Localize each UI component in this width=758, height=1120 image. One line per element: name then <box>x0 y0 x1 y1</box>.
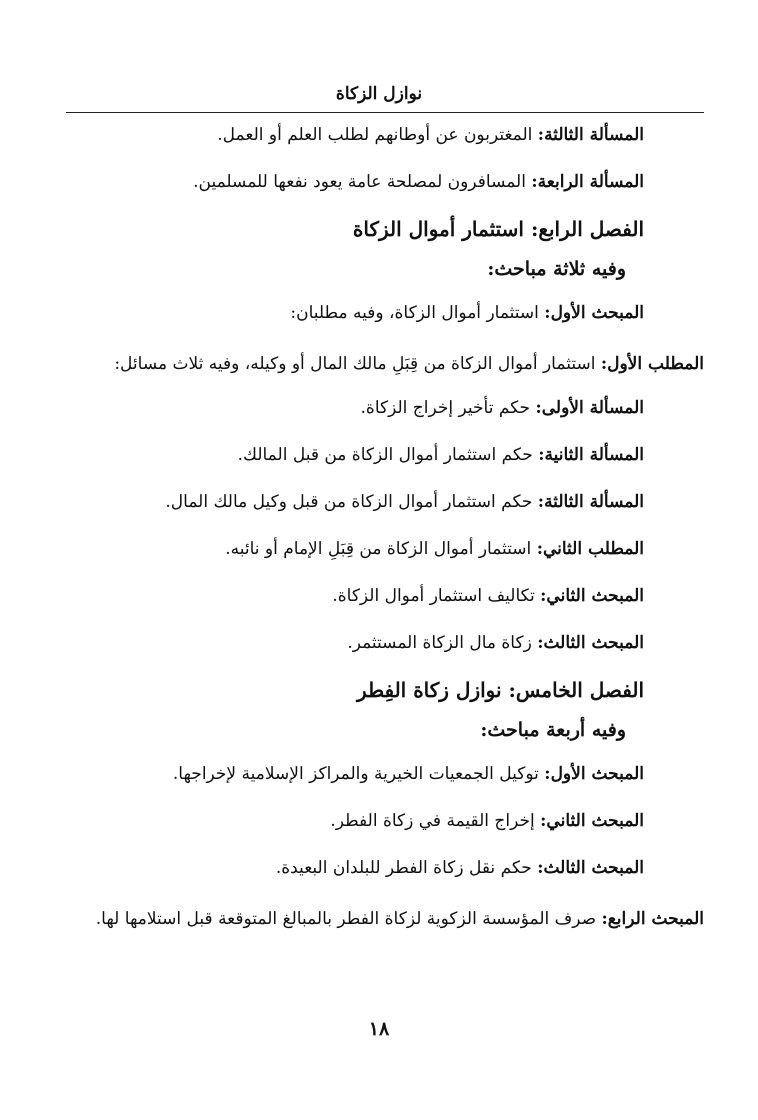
toc-entry-text: حكم استثمار أموال الزكاة من قبل وكيل مالك المال. <box>165 492 538 512</box>
toc-entry <box>54 630 644 656</box>
toc-entry-text: استثمار أموال الزكاة من قِبَلِ مالك المال أو وكيله، وفيه ثلاث مسائل: <box>114 354 601 374</box>
toc-entry-text: حكم استثمار أموال الزكاة من قبل المالك. <box>237 445 539 465</box>
toc-entry-text: حكم نقل زكاة الفطر للبلدان البعيدة. <box>275 858 538 878</box>
toc-entry-label: المسألة الثالثة: <box>537 492 644 512</box>
toc-entry <box>54 347 704 381</box>
chapter-subheading-text: وفيه أربعة مباحث: <box>480 719 626 741</box>
toc-entry-text: زكاة مال الزكاة المستثمر. <box>347 633 538 653</box>
running-title: نوازل الزكاة <box>335 84 423 104</box>
toc-entry-label: المسألة الثانية: <box>538 445 644 465</box>
toc-entry-label: المبحث الثالث: <box>537 633 644 653</box>
chapter-heading <box>54 216 644 242</box>
toc-entry-text: توكيل الجمعيات الخيرية والمراكز الإسلامية لإخراجها. <box>172 764 545 784</box>
toc-entry <box>54 761 644 787</box>
chapter-subheading <box>54 256 644 282</box>
toc-entry <box>54 300 644 326</box>
chapter-heading <box>54 677 644 703</box>
toc-entry-text: استثمار أموال الزكاة، وفيه مطلبان: <box>290 303 545 323</box>
toc-entry <box>54 536 644 562</box>
toc-entry <box>54 122 644 148</box>
chapter-heading-label: الفصل الخامس: <box>508 678 644 702</box>
toc-entry-text: صرف المؤسسة الزكوية لزكاة الفطر بالمبالغ المتوقعة قبل استلامها لها. <box>95 909 602 929</box>
toc-entry-label: المبحث الأول: <box>544 303 644 323</box>
toc-entry-text: تكاليف استثمار أموال الزكاة. <box>332 586 541 606</box>
toc-entry-text: إخراج القيمة في زكاة الفطر. <box>330 811 541 831</box>
toc-entry <box>54 583 644 609</box>
toc-entry-label: المسألة الرابعة: <box>531 172 644 192</box>
toc-entry-label: المطلب الثاني: <box>536 539 644 559</box>
toc-entry-label: المبحث الثاني: <box>540 586 644 606</box>
toc-entry <box>54 855 644 881</box>
toc-entry <box>54 169 644 195</box>
toc-entry <box>54 442 644 468</box>
toc-entry-label: المبحث الثالث: <box>537 858 644 878</box>
toc-entry-label: المبحث الأول: <box>544 764 644 784</box>
toc-entry-text: المسافرون لمصلحة عامة يعود نفعها للمسلمين. <box>193 172 532 192</box>
toc-entry <box>54 489 644 515</box>
chapter-heading-text: استثمار أموال الزكاة <box>352 217 531 241</box>
toc-entry-label: المسألة الثالثة: <box>537 125 644 145</box>
toc-entry <box>54 808 644 834</box>
chapter-heading-text: نوازل زكاة الفِطر <box>357 678 509 702</box>
table-of-contents <box>54 122 704 950</box>
page-number: ١٨ <box>368 1018 390 1040</box>
chapter-subheading <box>54 717 644 743</box>
toc-entry-label: المبحث الرابع: <box>601 909 704 929</box>
toc-entry <box>54 395 644 421</box>
header-rule <box>66 112 704 113</box>
toc-entry-label: المبحث الثاني: <box>540 811 644 831</box>
toc-entry-label: المطلب الأول: <box>600 354 704 374</box>
chapter-heading-label: الفصل الرابع: <box>530 217 644 241</box>
toc-entry-text: حكم تأخير إخراج الزكاة. <box>360 398 536 418</box>
toc-entry-label: المسألة الأولى: <box>535 398 644 418</box>
toc-entry <box>54 902 704 936</box>
toc-entry-text: المغتربون عن أوطانهم لطلب العلم أو العمل. <box>217 125 538 145</box>
chapter-subheading-text: وفيه ثلاثة مباحث: <box>487 258 626 280</box>
toc-entry-text: استثمار أموال الزكاة من قِبَلِ الإمام أو نائبه. <box>225 539 537 559</box>
